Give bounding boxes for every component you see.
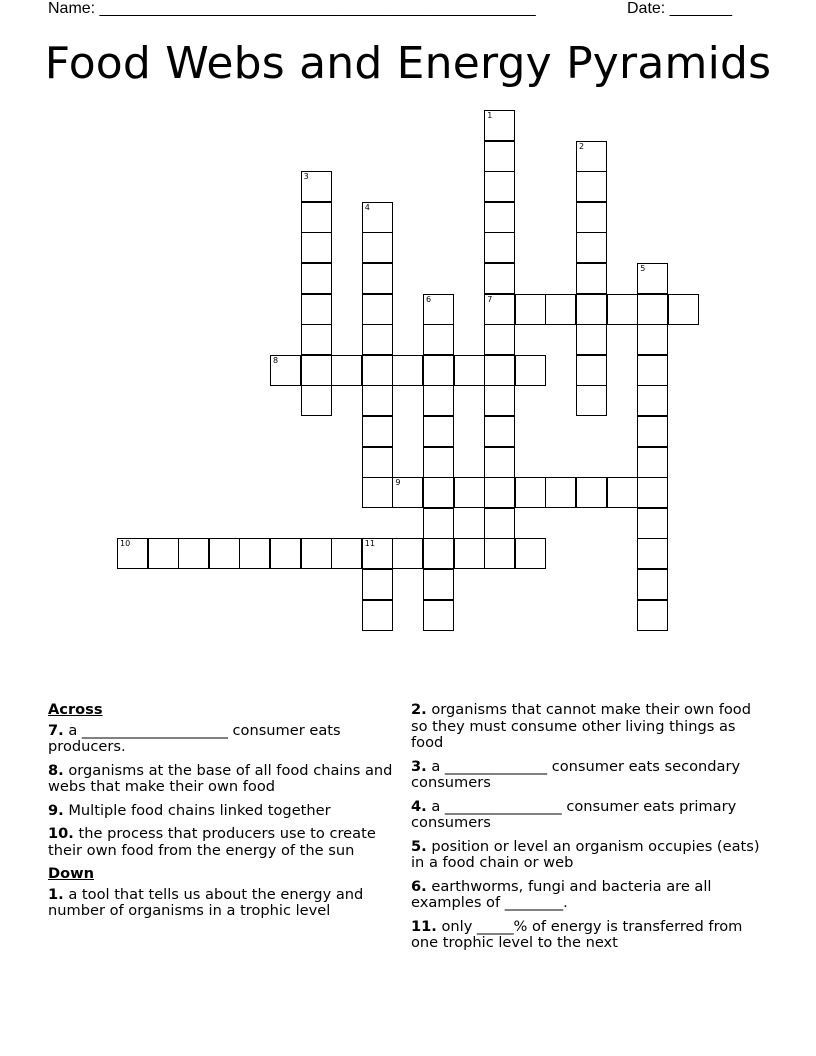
crossword-cell[interactable] xyxy=(576,477,607,508)
crossword-cell[interactable] xyxy=(637,355,668,386)
crossword-cell[interactable] xyxy=(301,294,332,325)
crossword-cell[interactable] xyxy=(454,477,485,508)
clue-number: 10 xyxy=(120,539,131,549)
crossword-cell[interactable] xyxy=(576,263,607,294)
clue-down-2: 2. organisms that cannot make their own food so they must consume other living things as food xyxy=(411,701,751,751)
crossword-cell[interactable] xyxy=(362,416,393,447)
crossword-cell[interactable] xyxy=(270,538,301,569)
across-heading: Across xyxy=(48,701,103,718)
crossword-cell[interactable] xyxy=(607,294,638,325)
clue-number: 6 xyxy=(426,294,432,304)
crossword-cell[interactable] xyxy=(362,355,393,386)
crossword-cell[interactable] xyxy=(423,477,454,508)
crossword-cell[interactable] xyxy=(392,477,423,508)
crossword-cell[interactable] xyxy=(637,447,668,478)
clue-down-11: 11. only _____% of energy is transferred from one trophic level to the next xyxy=(411,917,743,951)
clue-number: 3 xyxy=(303,172,309,182)
crossword-cell[interactable] xyxy=(362,569,393,600)
clue-number: 4 xyxy=(364,202,370,212)
crossword-cell[interactable] xyxy=(301,263,332,294)
crossword-cell[interactable] xyxy=(484,477,515,508)
clue-number: 9 xyxy=(395,478,401,488)
crossword-cell[interactable] xyxy=(239,538,270,569)
crossword-cell[interactable] xyxy=(331,538,362,569)
crossword-cell[interactable] xyxy=(637,600,668,631)
clue-number: 7 xyxy=(487,294,493,304)
crossword-cell[interactable] xyxy=(301,538,332,569)
crossword-cell[interactable] xyxy=(301,355,332,386)
crossword-cell[interactable] xyxy=(484,294,515,325)
crossword-cell[interactable] xyxy=(484,110,515,141)
clue-down-3: 3. a ______________ consumer eats secondary consumers xyxy=(411,757,741,791)
crossword-cell[interactable] xyxy=(484,202,515,233)
clue-across-8: 8. organisms at the base of all food chains and webs that make their own food xyxy=(48,761,393,795)
crossword-cell[interactable] xyxy=(362,294,393,325)
crossword-cell[interactable] xyxy=(484,141,515,172)
clue-across-9: 9. Multiple food chains linked together xyxy=(48,801,331,819)
crossword-cell[interactable] xyxy=(423,355,454,386)
crossword-cell[interactable] xyxy=(484,447,515,478)
crossword-cell[interactable] xyxy=(637,263,668,294)
name-field-label: Name: _________________________________________________ xyxy=(48,0,536,17)
crossword-cell[interactable] xyxy=(362,538,393,569)
clues-column-right xyxy=(411,702,771,959)
crossword-cell[interactable] xyxy=(637,324,668,355)
crossword-cell[interactable] xyxy=(117,538,148,569)
crossword-cell[interactable] xyxy=(637,538,668,569)
crossword-cell[interactable] xyxy=(545,294,576,325)
crossword-cell[interactable] xyxy=(637,477,668,508)
crossword-cell[interactable] xyxy=(423,385,454,416)
clue-across-10: 10. the process that producers use to create their own food from the energy of the sun xyxy=(48,825,376,859)
crossword-cell[interactable] xyxy=(148,538,179,569)
crossword-cell[interactable] xyxy=(362,447,393,478)
crossword-cell[interactable] xyxy=(362,600,393,631)
crossword-cell[interactable] xyxy=(484,324,515,355)
crossword-cell[interactable] xyxy=(515,294,546,325)
down-heading: Down xyxy=(48,865,95,882)
crossword-cell[interactable] xyxy=(362,263,393,294)
crossword-cell[interactable] xyxy=(301,324,332,355)
clues-column-left xyxy=(48,702,393,927)
clue-number: 5 xyxy=(640,264,646,273)
crossword-cell[interactable] xyxy=(454,538,485,569)
crossword-cell[interactable] xyxy=(423,538,454,569)
crossword-cell[interactable] xyxy=(484,538,515,569)
crossword-cell[interactable] xyxy=(637,416,668,447)
crossword-cell[interactable] xyxy=(178,538,209,569)
crossword-cell[interactable] xyxy=(423,294,454,325)
page-title: Food Webs and Energy Pyramids xyxy=(44,38,772,89)
crossword-cell[interactable] xyxy=(392,355,423,386)
clue-number: 8 xyxy=(273,355,279,365)
crossword-cell[interactable] xyxy=(484,171,515,202)
crossword-cell[interactable] xyxy=(423,600,454,631)
crossword-cell[interactable] xyxy=(576,355,607,386)
crossword-cell[interactable] xyxy=(637,508,668,539)
crossword-cell[interactable] xyxy=(301,171,332,202)
clue-number: 2 xyxy=(579,141,585,151)
crossword-cell[interactable] xyxy=(484,355,515,386)
crossword-cell[interactable] xyxy=(454,355,485,386)
crossword-cell[interactable] xyxy=(515,477,546,508)
clue-across-7: 7. a ____________________ consumer eats producers. xyxy=(48,721,341,755)
crossword-cell[interactable] xyxy=(637,385,668,416)
clue-down-1: 1. a tool that tells us about the energy and number of organisms in a trophic level xyxy=(48,885,364,919)
clue-number: 11 xyxy=(364,539,375,549)
crossword-cell[interactable] xyxy=(484,416,515,447)
crossword-cell[interactable] xyxy=(484,508,515,539)
crossword-cell[interactable] xyxy=(301,232,332,263)
clue-number: 1 xyxy=(487,111,493,120)
crossword-cell[interactable] xyxy=(576,294,607,325)
crossword-cell[interactable] xyxy=(484,263,515,294)
crossword-cell[interactable] xyxy=(576,141,607,172)
crossword-cell[interactable] xyxy=(301,202,332,233)
crossword-cell[interactable] xyxy=(362,385,393,416)
crossword-cell[interactable] xyxy=(423,508,454,539)
date-field-label: Date: _______ xyxy=(627,0,732,17)
crossword-cell[interactable] xyxy=(423,416,454,447)
crossword-cell[interactable] xyxy=(423,569,454,600)
crossword-cell[interactable] xyxy=(362,477,393,508)
crossword-cell[interactable] xyxy=(637,569,668,600)
crossword-cell[interactable] xyxy=(545,477,576,508)
crossword-cell[interactable] xyxy=(392,538,423,569)
crossword-cell[interactable] xyxy=(423,447,454,478)
crossword-cell[interactable] xyxy=(637,294,668,325)
crossword-cell[interactable] xyxy=(484,232,515,263)
crossword-cell[interactable] xyxy=(607,477,638,508)
crossword-cell[interactable] xyxy=(331,355,362,386)
crossword-cell[interactable] xyxy=(423,324,454,355)
clue-down-6: 6. earthworms, fungi and bacteria are all examples of ________. xyxy=(411,877,712,911)
crossword-cell[interactable] xyxy=(362,202,393,233)
crossword-cell[interactable] xyxy=(301,385,332,416)
crossword-cell[interactable] xyxy=(668,294,699,325)
crossword-cell[interactable] xyxy=(484,385,515,416)
crossword-cell[interactable] xyxy=(515,538,546,569)
crossword-cell[interactable] xyxy=(209,538,240,569)
clue-down-4: 4. a ________________ consumer eats primary consumers xyxy=(411,797,737,831)
crossword-cell[interactable] xyxy=(270,355,301,386)
crossword-cell[interactable] xyxy=(576,385,607,416)
crossword-cell[interactable] xyxy=(362,324,393,355)
clue-down-5: 5. position or level an organism occupies (eats) in a food chain or web xyxy=(411,837,760,871)
crossword-cell[interactable] xyxy=(576,232,607,263)
crossword-cell[interactable] xyxy=(362,232,393,263)
crossword-cell[interactable] xyxy=(576,324,607,355)
crossword-cell[interactable] xyxy=(576,202,607,233)
crossword-cell[interactable] xyxy=(576,171,607,202)
crossword-cell[interactable] xyxy=(515,355,546,386)
